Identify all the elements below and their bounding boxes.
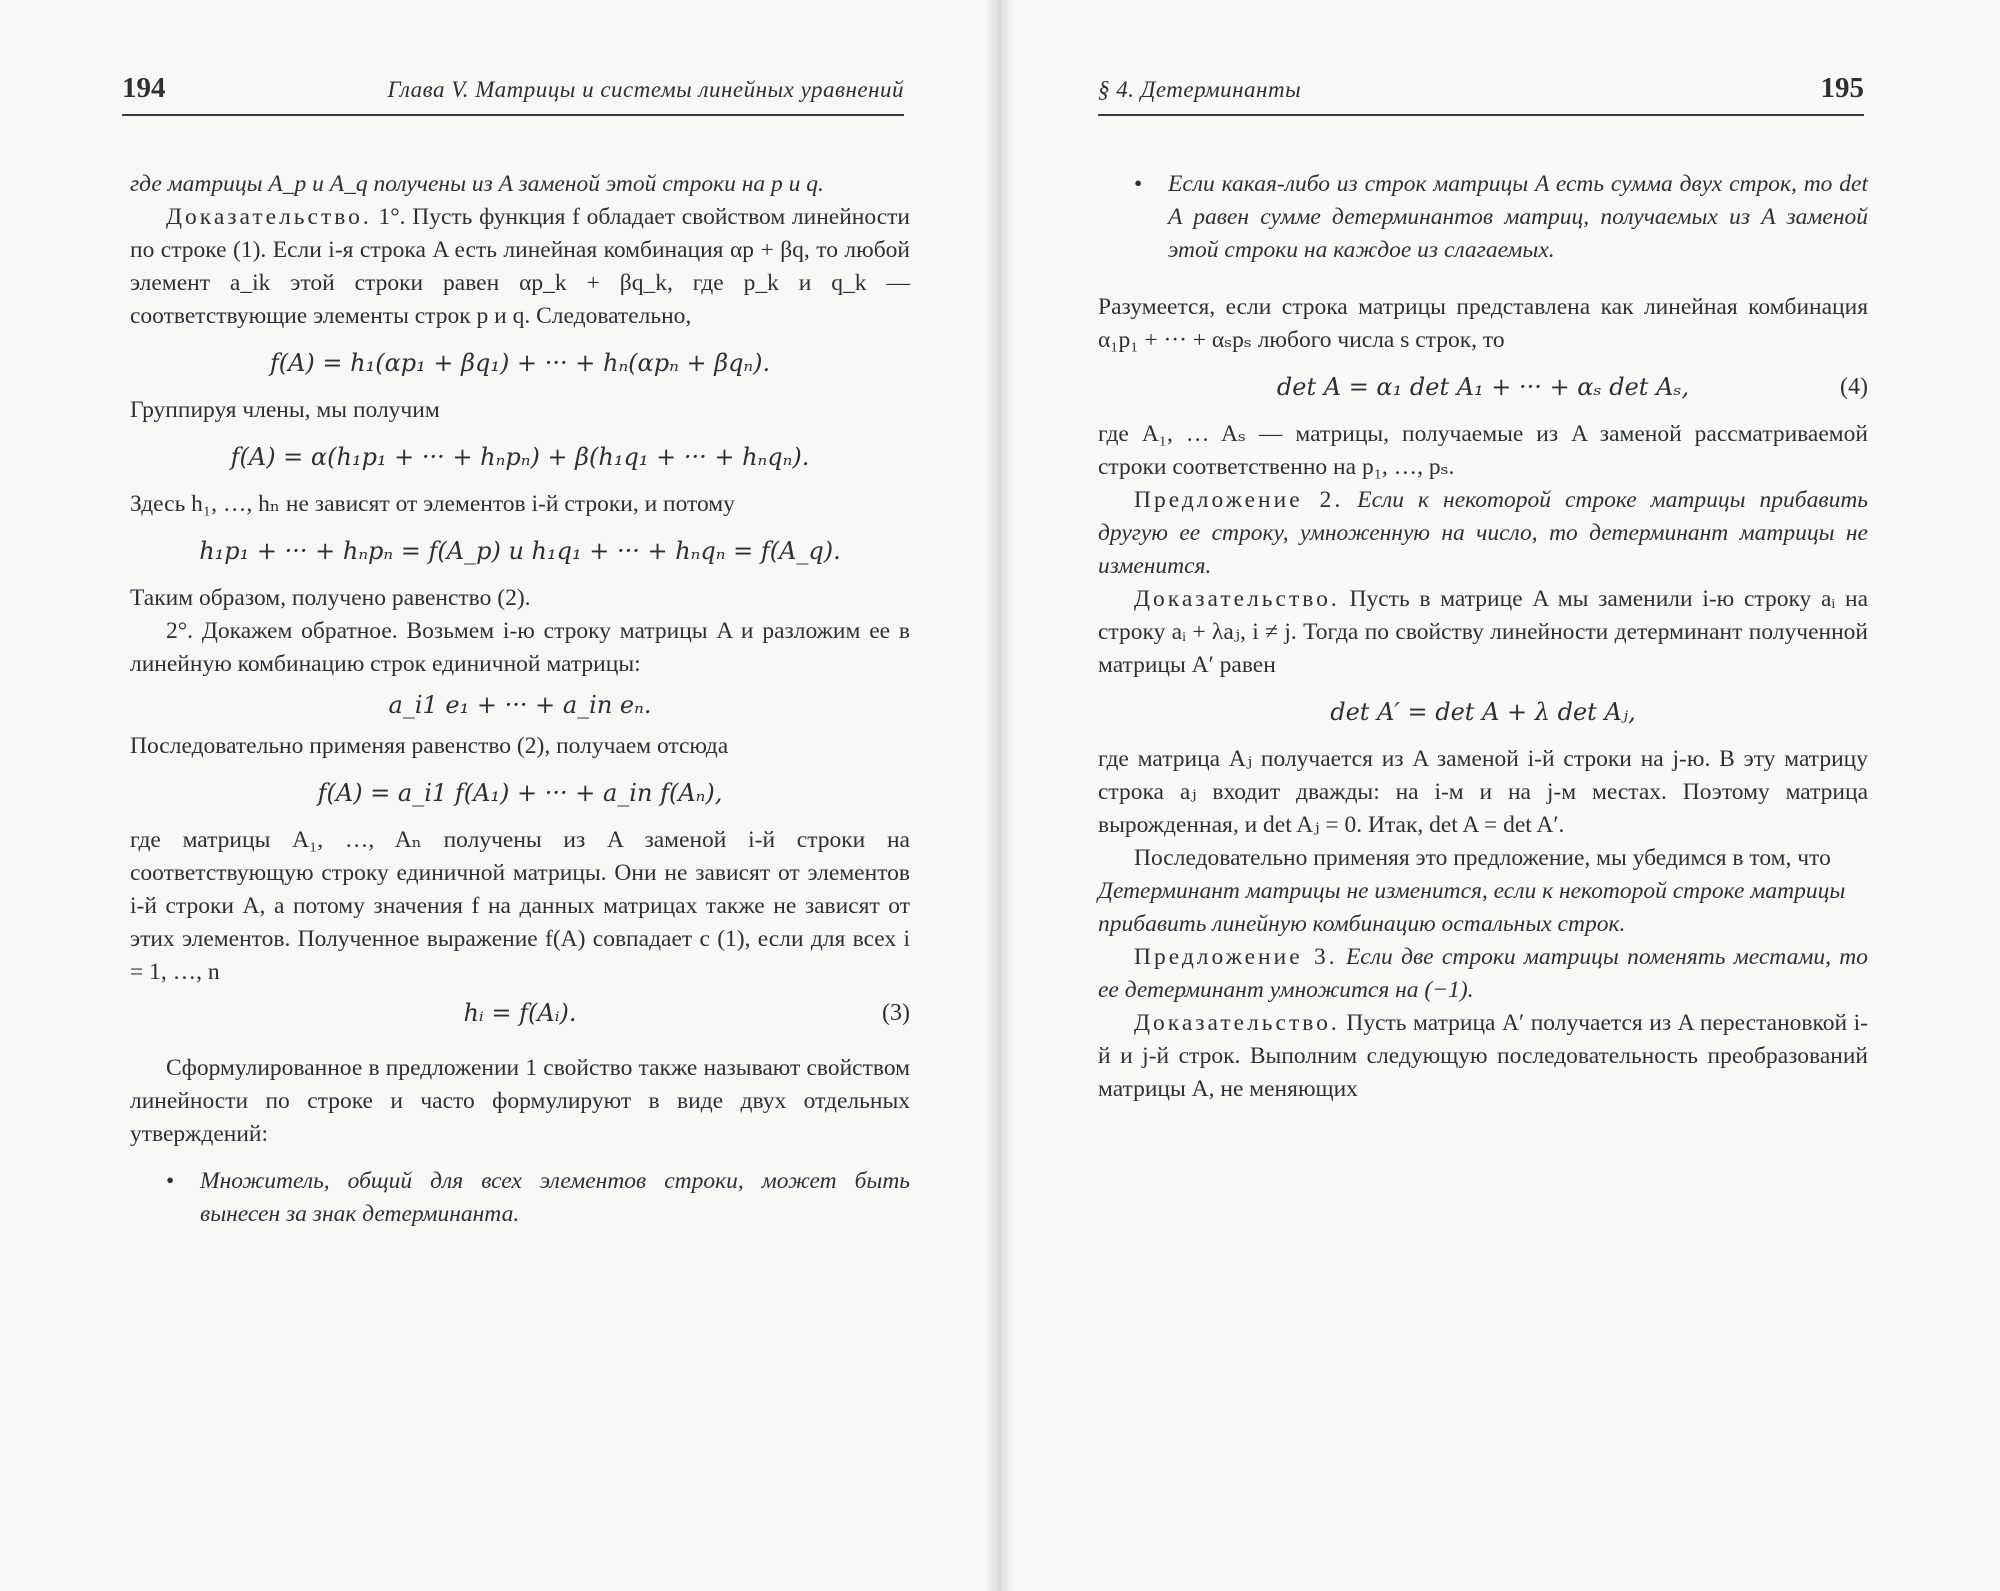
paragraph-text: 1°. Пусть функция f обладает свойством линейности по строке (1). Если i-я строка A есть линейная комбинация αp + βq, то любой элемент a_ik этой строки равен αp_k + βq_k, где p_k и q_k — соответствующие элементы строк p и q. Следовательно, bbox=[130, 204, 910, 329]
proof-label: Доказательство. bbox=[166, 204, 372, 230]
equation-number: (3) bbox=[882, 1000, 910, 1026]
highlighted-statement: Детерминант матрицы не изменится, если к некоторой строке матрицы прибавить линейную комбинацию остальных строк. bbox=[1098, 878, 1846, 937]
paragraph: Разумеется, если строка матрицы представлена как линейная комбинация α₁p₁ + ··· + αₛpₛ любого числа s строк, то bbox=[1098, 294, 1868, 353]
proposition-label: Предложение 2. bbox=[1134, 487, 1344, 513]
right-page-header bbox=[1098, 72, 1864, 116]
formula: f(A) = h₁(αp₁ + βq₁) + ··· + hₙ(αpₙ + βqₙ). bbox=[269, 349, 771, 377]
left-page-body bbox=[130, 168, 910, 1231]
paragraph: где A₁, … Aₛ — матрицы, получаемые из A заменой рассматриваемой строки соответственно на p₁, …, pₛ. bbox=[1098, 421, 1868, 480]
right-page-body bbox=[1098, 168, 1868, 1106]
paragraph: Сформулированное в предложении 1 свойство также называют свойством линейности по строке и часто формулируют в виде двух отдельных утверждений: bbox=[130, 1055, 910, 1147]
bullet-item bbox=[1098, 168, 1868, 267]
left-page-header bbox=[122, 72, 904, 116]
formula: h₁p₁ + ··· + hₙpₙ = f(A_p) и h₁q₁ + ··· + hₙqₙ = f(A_q). bbox=[199, 537, 841, 565]
formula-text: hᵢ = f(Aᵢ). bbox=[463, 999, 577, 1027]
paragraph-text: Если две строки матрицы поменять местами, то ее детерминант умножится на (−1). bbox=[1098, 944, 1869, 1003]
bullet-icon: • bbox=[166, 1168, 175, 1194]
formula: a_i1 e₁ + ··· + a_in eₙ. bbox=[388, 691, 652, 719]
equation-number: (4) bbox=[1840, 374, 1868, 400]
paragraph: Группируя члены, мы получим bbox=[130, 397, 440, 423]
bullet-item bbox=[130, 1165, 910, 1231]
paragraph: где матрица Aⱼ получается из A заменой i-й строки на j-ю. В эту матрицу строка aⱼ входит дважды: на i-м и на j-м местах. Поэтому матрица вырожденная, и det Aⱼ = 0. Итак, det A = det A′. bbox=[1098, 746, 1868, 838]
paragraph: Последовательно применяя равенство (2), получаем отсюда bbox=[130, 733, 729, 759]
right-page bbox=[1000, 0, 2000, 1591]
paragraph bbox=[1098, 1007, 1868, 1106]
paragraph: где матрицы A_p и A_q получены из A заменой этой строки на p и q. bbox=[130, 171, 824, 197]
formula: det A′ = det A + λ det Aⱼ, bbox=[1330, 698, 1636, 726]
paragraph: Здесь h₁, …, hₙ не зависят от элементов i-й строки, и потому bbox=[130, 491, 735, 517]
paragraph: Последовательно применяя это предложение, мы убедимся в том, что bbox=[1134, 845, 1831, 871]
bullet-icon: • bbox=[1134, 171, 1143, 197]
page-number: 195 bbox=[1820, 72, 1864, 104]
formula: f(A) = α(h₁p₁ + ··· + hₙpₙ) + β(h₁q₁ + ··· + hₙqₙ). bbox=[230, 443, 810, 471]
paragraph bbox=[1098, 941, 1868, 1007]
running-title: § 4. Детерминанты bbox=[1098, 77, 1302, 102]
paragraph-text: Пусть матрица A′ получается из A перестановкой i-й и j-й строк. Выполним следующую последовательность преобразований матрицы A, не меняющих bbox=[1098, 1010, 1868, 1102]
formula-numbered bbox=[1098, 371, 1868, 404]
formula: f(A) = a_i1 f(A₁) + ··· + a_in f(Aₙ), bbox=[317, 779, 723, 807]
proposition-label: Предложение 3. bbox=[1134, 944, 1338, 970]
paragraph bbox=[1098, 583, 1868, 682]
book-spine-shadow bbox=[985, 0, 1015, 1591]
proof-label: Доказательство. bbox=[1134, 1010, 1340, 1036]
formula-numbered bbox=[130, 997, 910, 1030]
proof-label: Доказательство. bbox=[1134, 586, 1340, 612]
bullet-text: Множитель, общий для всех элементов строки, может быть вынесен за знак детерминанта. bbox=[200, 1168, 910, 1227]
paragraph-text: Пусть в матрице A мы заменили i-ю строку aᵢ на строку aᵢ + λaⱼ, i ≠ j. Тогда по свойству линейности детерминант полученной матрицы A′ равен bbox=[1098, 586, 1869, 678]
page-number: 194 bbox=[122, 72, 166, 104]
paragraph bbox=[130, 201, 910, 333]
paragraph: Таким образом, получено равенство (2). bbox=[130, 585, 531, 611]
paragraph: где матрицы A₁, …, Aₙ получены из A заменой i-й строки на соответствующую строку единичной матрицы. Они не зависят от элементов i-й строки A, а потому значения f на данных матрицах также не зависят от этих элементов. Полученное выражение f(A) совпадает с (1), если для всех i = 1, …, n bbox=[130, 827, 910, 985]
formula-text: det A = α₁ det A₁ + ··· + αₛ det Aₛ, bbox=[1276, 373, 1690, 401]
bullet-text: Если какая-либо из строк матрицы A есть сумма двух строк, то det A равен сумме детерминантов матриц, получаемых из A заменой этой строки на каждое из слагаемых. bbox=[1168, 171, 1868, 263]
running-title: Глава V. Матрицы и системы линейных уравнений bbox=[387, 77, 904, 102]
paragraph bbox=[1098, 484, 1868, 583]
paragraph-text: Если к некоторой строке матрицы прибавить другую ее строку, умноженную на число, то детерминант матрицы не изменится. bbox=[1098, 487, 1868, 579]
paragraph: 2°. Докажем обратное. Возьмем i-ю строку матрицы A и разложим ее в линейную комбинацию строк единичной матрицы: bbox=[130, 618, 910, 677]
